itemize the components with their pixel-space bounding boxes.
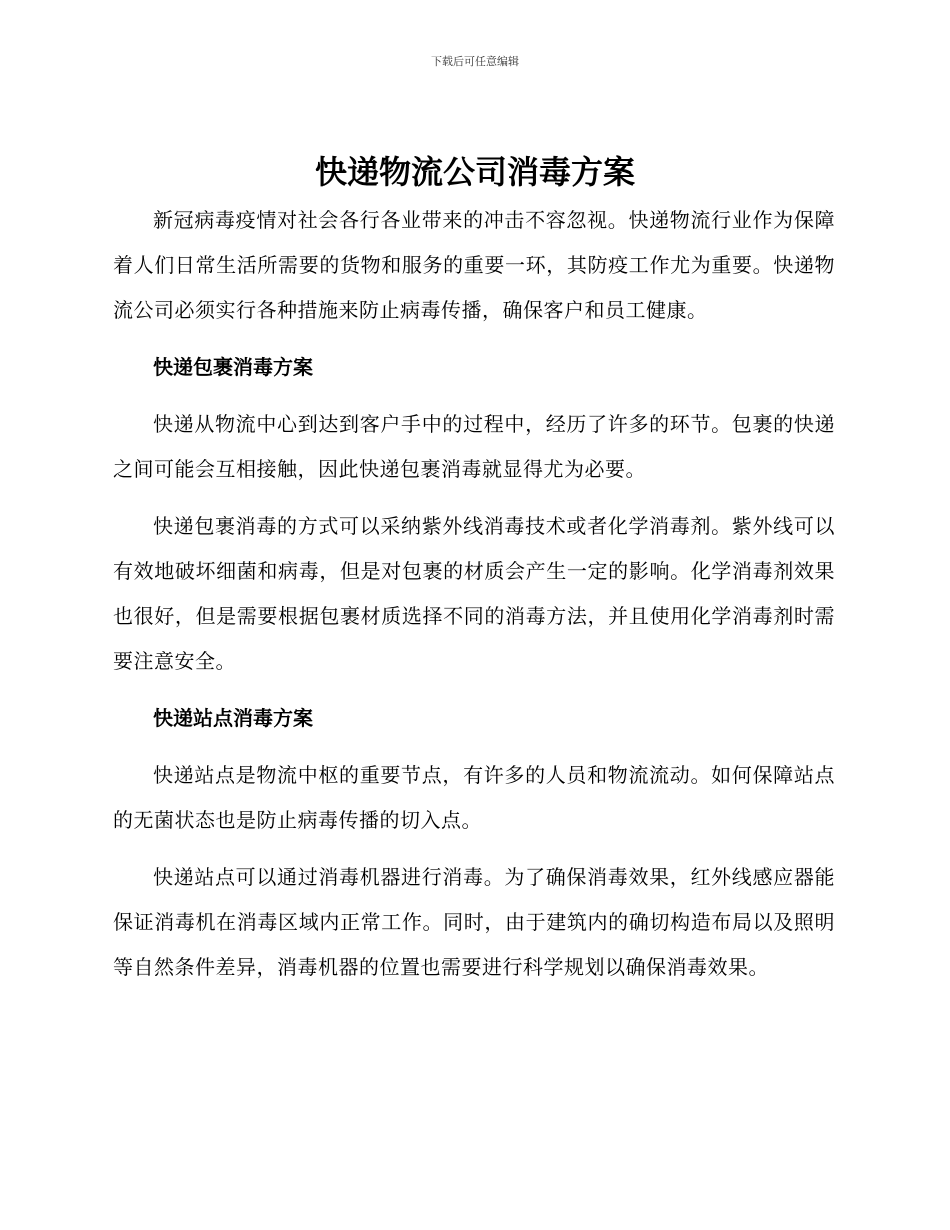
- station-paragraph-1: 快递站点是物流中枢的重要节点，有许多的人员和物流流动。如何保障站点的无菌状态也是防止病毒传播的切入点。: [113, 763, 835, 832]
- document-title: 快递物流公司消毒方案: [314, 153, 635, 191]
- section-heading-package: 快递包裹消毒方案: [153, 355, 313, 379]
- section-heading-station: 快递站点消毒方案: [153, 706, 313, 730]
- document-body: [113, 198, 835, 990]
- header-note: 下载后可任意编辑: [431, 55, 519, 68]
- package-paragraph-1: 快递从物流中心到达到客户手中的过程中，经历了许多的环节。包裹的快递之间可能会互相接触，因此快递包裹消毒就显得尤为必要。: [113, 412, 835, 481]
- intro-paragraph: 新冠病毒疫情对社会各行各业带来的冲击不容忽视。快递物流行业作为保障着人们日常生活所需要的货物和服务的重要一环，其防疫工作尤为重要。快递物流公司必须实行各种措施来防止病毒传播，确保客户和员工健康。: [113, 208, 835, 322]
- station-paragraph-2: 快递站点可以通过消毒机器进行消毒。为了确保消毒效果，红外线感应器能保证消毒机在消毒区域内正常工作。同时，由于建筑内的确切构造布局以及照明等自然条件差异，消毒机器的位置也需要进行科学规划以确保消毒效果。: [113, 865, 835, 979]
- package-paragraph-2: 快递包裹消毒的方式可以采纳紫外线消毒技术或者化学消毒剂。紫外线可以有效地破坏细菌和病毒，但是对包裹的材质会产生一定的影响。化学消毒剂效果也很好，但是需要根据包裹材质选择不同的消毒方法，并且使用化学消毒剂时需要注意安全。: [113, 514, 835, 673]
